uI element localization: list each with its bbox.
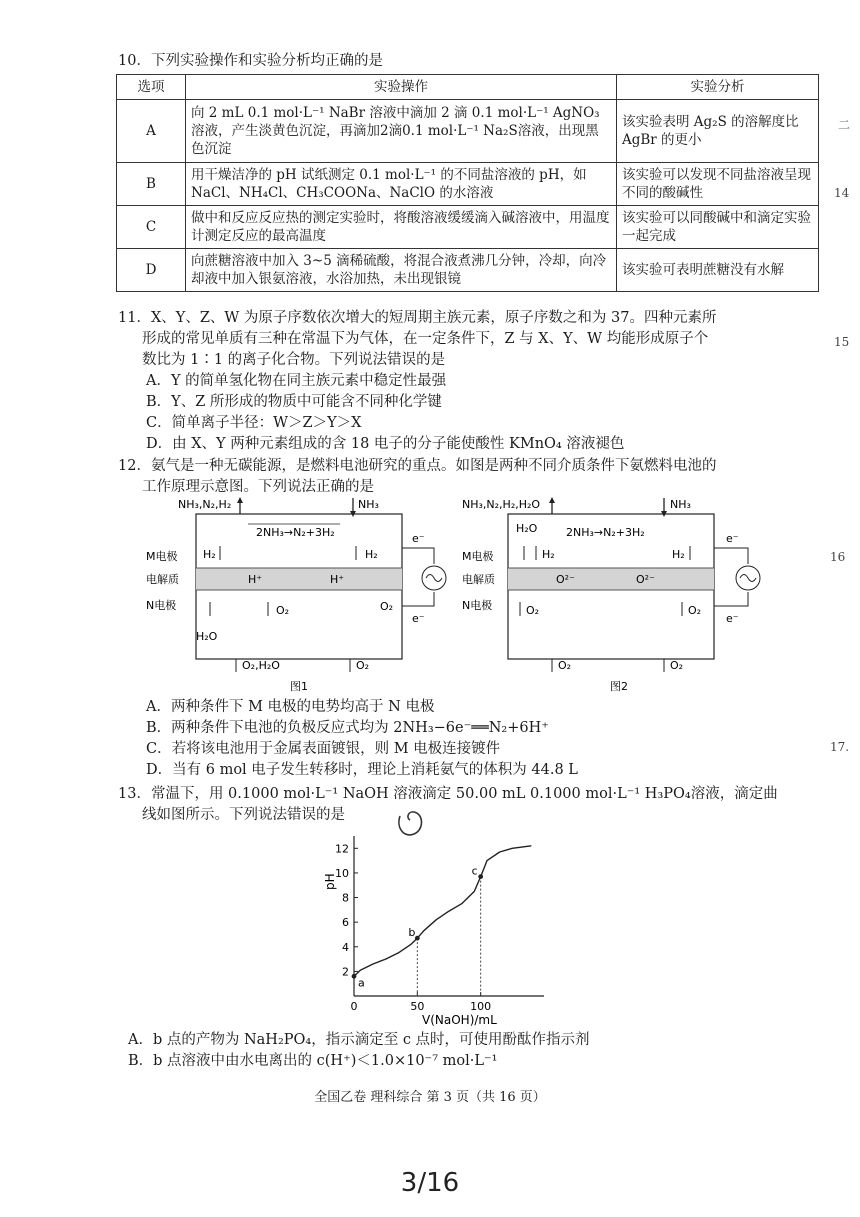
margin-number-17: 17.	[830, 740, 850, 754]
option-label: D	[117, 249, 186, 292]
fuel-cell-figure-2	[460, 494, 780, 694]
chart-curve	[354, 846, 531, 977]
y-tick-label: 12	[335, 842, 349, 856]
fig1-electron-bottom: e⁻	[412, 612, 425, 625]
fig1-h2-right: H₂	[365, 548, 378, 561]
fig2-bottom-right-label: O₂	[670, 659, 684, 672]
fig2-m-electrode-label: M电极	[462, 550, 494, 563]
fig1-o2-mid: O₂	[276, 604, 290, 617]
fig2-oxide-ion-2: O²⁻	[636, 573, 655, 586]
q13-option-a: A．b 点的产物为 NaH₂PO₄，指示滴定至 c 点时，可使用酚酞作指示剂	[128, 1032, 590, 1048]
fig2-caption: 图2	[610, 680, 628, 693]
fig2-top-left-label: NH₃,N₂,H₂,H₂O	[462, 498, 541, 511]
margin-number-14: 14	[834, 186, 850, 200]
fig2-top-right-label: NH₃	[670, 498, 691, 511]
q12-option-b: B．两种条件下电池的负极反应式均为 2NH₃−6e⁻══N₂+6H⁺	[146, 720, 549, 736]
y-tick-label: 4	[342, 940, 349, 954]
chart-ylabel: pH	[323, 873, 337, 890]
y-tick-label: 6	[342, 916, 349, 930]
operation-cell: 用干燥洁净的 pH 试纸测定 0.1 mol·L⁻¹ 的不同盐溶液的 pH，如 NaCl、NH₄Cl、CH₃COONa、NaClO 的水溶液	[186, 163, 617, 206]
q13-option-b: B．b 点溶液中由水电离出的 c(H⁺)＜1.0×10⁻⁷ mol·L⁻¹	[128, 1053, 498, 1069]
fig2-outlet-arrowhead	[549, 497, 555, 503]
q11-option-b: B．Y、Z 所形成的物质中可能含不同种化学键	[146, 394, 442, 410]
fig1-wire-bottom	[402, 592, 434, 606]
fig2-electron-top: e⁻	[726, 532, 739, 545]
analysis-cell: 该实验可表明蔗糖没有水解	[617, 249, 819, 292]
fig1-m-electrode-label: M电极	[146, 550, 178, 563]
q10-stem: 10．下列实验操作和实验分析均正确的是	[118, 53, 383, 69]
fig1-hplus-2: H⁺	[330, 573, 345, 586]
fuel-cell-figure-1	[140, 494, 450, 694]
fig1-electrolyte-label: 电解质	[146, 573, 179, 586]
analysis-cell: 该实验可以发现不同盐溶液呈现不同的酸碱性	[617, 163, 819, 206]
q12-stem-line1: 12．氨气是一种无碳能源，是燃料电池研究的重点。如图是两种不同介质条件下氨燃料电池的	[118, 458, 717, 474]
fig2-o2-mid: O₂	[526, 604, 540, 617]
x-tick-label: 50	[410, 1000, 425, 1013]
q12-option-c: C．若将该电池用于金属表面镀银，则 M 电极连接镀件	[146, 741, 501, 757]
fig1-bottom-left-label: O₂,H₂O	[242, 659, 280, 672]
fig1-h2-left: H₂	[203, 548, 216, 561]
titration-chart	[318, 828, 578, 1028]
fig2-reaction: 2NH₃→N₂+3H₂	[566, 526, 645, 539]
data-point	[352, 974, 357, 979]
fig1-hplus-1: H⁺	[248, 573, 263, 586]
operation-cell: 做中和反应反应热的测定实验时，将酸溶液缓缓滴入碱溶液中，用温度计测定反应的最高温度	[186, 206, 617, 249]
fig2-electrolyte-band	[508, 568, 714, 590]
q12-stem-line2: 工作原理示意图。下列说法正确的是	[142, 479, 374, 495]
titration-curve	[354, 846, 531, 977]
table-header	[117, 75, 819, 100]
point-label: a	[358, 976, 365, 990]
q11-option-d: D．由 X、Y 两种元素组成的含 18 电子的分子能使酸性 KMnO₄ 溶液褪色	[146, 436, 625, 452]
fig1-top-left-label: NH₃,N₂,H₂	[178, 498, 232, 511]
fig1-bottom-right-label: O₂	[356, 659, 370, 672]
table-row	[117, 249, 819, 292]
fig1-top-right-label: NH₃	[358, 498, 379, 511]
option-label: B	[117, 163, 186, 206]
q13-stem-line2: 线如图所示。下列说法错误的是	[142, 807, 345, 823]
q13-stem-line1: 13．常温下，用 0.1000 mol·L⁻¹ NaOH 溶液滴定 50.00 mL 0.1000 mol·L⁻¹ H₃PO₄溶液，滴定曲	[118, 786, 778, 802]
q11-stem-line2: 形成的常见单质有三种在常温下为气体，在一定条件下，Z 与 X、Y、W 均能形成原子个	[142, 331, 709, 347]
data-point	[478, 874, 483, 879]
chart-points	[352, 865, 483, 996]
fig2-electrolyte-label: 电解质	[462, 573, 495, 586]
page-indicator: 3/16	[400, 1168, 460, 1198]
y-tick-label: 10	[335, 866, 349, 880]
q11-stem-line1: 11．X、Y、Z、W 为原子序数依次增大的短周期主族元素，原子序数之和为 37。四种元素所	[118, 310, 717, 326]
q12-option-d: D．当有 6 mol 电子发生转移时，理论上消耗氨气的体积为 44.8 L	[146, 762, 578, 778]
fig1-n-electrode-label: N电极	[146, 599, 177, 612]
q11-option-c: C．简单离子半径：W＞Z＞Y＞X	[146, 415, 362, 431]
q12-option-a: A．两种条件下 M 电极的电势均高于 N 电极	[146, 699, 435, 715]
chart-axes	[354, 836, 544, 996]
fig1-h2o-label: H₂O	[196, 630, 218, 643]
fig2-wire-top	[714, 548, 748, 564]
header-operation: 实验操作	[186, 75, 617, 100]
fig2-h2o-label: H₂O	[516, 522, 538, 535]
fig1-reaction: 2NH₃→N₂+3H₂	[256, 526, 335, 539]
analysis-cell: 该实验可以同酸碱中和滴定实验一起完成	[617, 206, 819, 249]
fig2-bottom-left-label: O₂	[558, 659, 572, 672]
fig2-wire-bottom	[714, 592, 748, 606]
x-tick-label: 0	[350, 1000, 358, 1013]
x-tick-label: 100	[470, 1000, 492, 1013]
y-tick-label: 2	[342, 965, 349, 979]
table-row	[117, 206, 819, 249]
margin-mark: 二	[838, 118, 851, 132]
fig2-n-electrode-label: N电极	[462, 599, 493, 612]
q11-stem-line3: 数比为 1∶1 的离子化合物。下列说法错误的是	[142, 352, 446, 368]
option-label: C	[117, 206, 186, 249]
data-point	[415, 936, 420, 941]
q10-table	[116, 74, 819, 292]
fig1-electrolyte-band	[196, 568, 402, 590]
point-label: c	[471, 864, 478, 878]
header-analysis: 实验分析	[617, 75, 819, 100]
option-label: A	[117, 100, 186, 163]
fig2-h2-right: H₂	[672, 548, 685, 561]
page-footer: 全国乙卷 理科综合 第 3 页（共 16 页）	[314, 1090, 546, 1105]
margin-number-15: 15	[834, 335, 850, 349]
fig2-oxide-ion-1: O²⁻	[556, 573, 575, 586]
operation-cell: 向 2 mL 0.1 mol·L⁻¹ NaBr 溶液中滴加 2 滴 0.1 mol·L⁻¹ AgNO₃溶液，产生淡黄色沉淀，再滴加2滴0.1 mol·L⁻¹ Na₂S溶液，出现黑色沉淀	[186, 100, 617, 163]
fig2-h2-left: H₂	[542, 548, 555, 561]
header-option: 选项	[117, 75, 186, 100]
chart-xlabel: V(NaOH)/mL	[422, 1013, 497, 1027]
table-row	[117, 163, 819, 206]
fig1-wire-top	[402, 548, 434, 564]
analysis-cell: 该实验表明 Ag₂S 的溶解度比 AgBr 的更小	[617, 100, 819, 163]
margin-number-16: 16	[830, 550, 846, 564]
q11-option-a: A．Y 的简单氢化物在同主族元素中稳定性最强	[146, 373, 447, 389]
y-tick-label: 8	[342, 891, 349, 905]
fig1-o2-right: O₂	[380, 600, 394, 613]
fig2-o2-right: O₂	[688, 604, 702, 617]
operation-cell: 向蔗糖溶液中加入 3~5 滴稀硫酸，将混合液煮沸几分钟，冷却，向冷却液中加入银氨溶液，水浴加热，未出现银镜	[186, 249, 617, 292]
fig1-outlet-arrowhead	[237, 497, 243, 503]
point-label: b	[408, 926, 416, 940]
fig1-electron-top: e⁻	[412, 532, 425, 545]
fig1-caption: 图1	[290, 680, 308, 693]
table-row	[117, 100, 819, 163]
fig2-electron-bottom: e⁻	[726, 612, 739, 625]
